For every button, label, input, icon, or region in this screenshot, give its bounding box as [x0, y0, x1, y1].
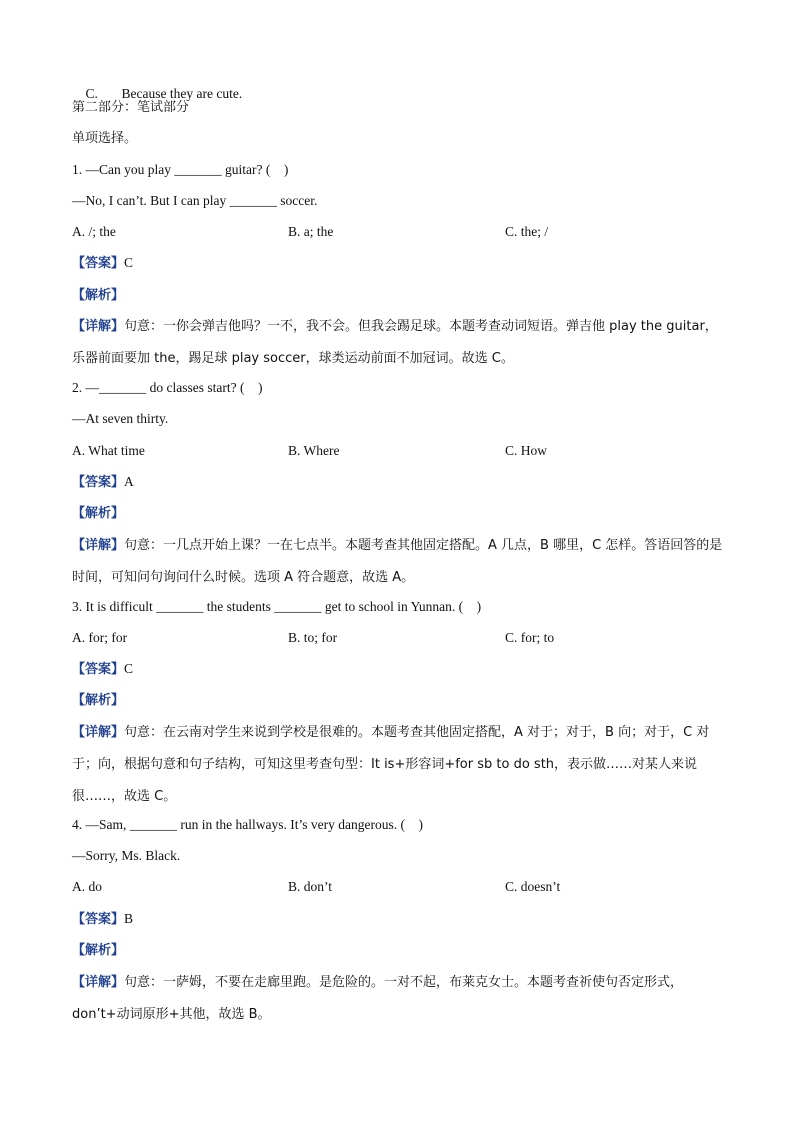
section-subtitle: 单项选择。: [72, 131, 138, 146]
question-3-option-c: C. for; to: [505, 630, 555, 645]
question-3-answer: 【答案】C: [72, 661, 134, 677]
section-title: 第二部分：笔试部分: [72, 100, 190, 115]
question-2-option-b: B. Where: [288, 443, 340, 458]
question-3-detail: 【详解】句意：在云南对学生来说到学校是很难的。本题考查其他固定搭配，A 对于；对于，B 向；对于，C 对于；向，根据句意和句子结构，可知这里考查句型：It is+形容词+for sb to do sth，表示做……对某人来说很……，故选 C。: [72, 725, 710, 804]
question-1-reply: —No, I can’t. But I can play _______ soccer.: [72, 193, 318, 208]
question-2-option-c: C. How: [505, 443, 548, 458]
question-1-answer: [72, 254, 133, 273]
question-3-analysis-label: 【解析】: [72, 693, 125, 708]
question-2-reply: —At seven thirty.: [72, 411, 169, 426]
question-2-option-a: A. What time: [72, 443, 145, 458]
question-1-option-c: C. the; /: [505, 224, 549, 239]
question-2-detail: 【详解】句意：一几点开始上课？一在七点半。本题考查其他固定搭配。A 几点，B 哪里，C 怎样。答语回答的是时间，可知问句询问什么时候。选项 A 符合题意，故选 A。: [72, 538, 723, 585]
question-4-detail: 【详解】句意：一萨姆，不要在走廊里跑。是危险的。一对不起，布莱克女士。本题考查祈使句否定形式，don’t+动词原形+其他，故选 B。: [72, 975, 684, 1022]
question-4-option-b: B. don’t: [288, 879, 333, 894]
answer-label: 【答案】: [72, 256, 125, 271]
question-3-option-b: B. to; for: [288, 630, 338, 645]
question-2-answer: 【答案】A: [72, 474, 134, 490]
question-1-option-b: B. a; the: [288, 224, 334, 239]
question-1-option-a: A. /; the: [72, 224, 116, 239]
option-letter: C.: [85, 86, 98, 101]
question-4-stem: 4. —Sam, _______ run in the hallways. It’s very dangerous. ( ): [72, 817, 423, 832]
question-2-analysis-label: 【解析】: [72, 506, 125, 521]
question-4-option-a: A. do: [72, 879, 102, 894]
question-4-answer: 【答案】B: [72, 911, 134, 927]
question-4-reply: —Sorry, Ms. Black.: [72, 848, 181, 863]
question-1-detail: 【详解】句意：一你会弹吉他吗？一不，我不会。但我会踢足球。本题考查动词短语。弹吉他 play the guitar，乐器前面要加 the，踢足球 play soccer，球类运动前面不加冠词。故选 C。: [72, 319, 718, 366]
answer-value: C: [124, 255, 134, 270]
question-3-option-a: A. for; for: [72, 630, 128, 645]
question-2-stem: 2. —_______ do classes start? ( ): [72, 380, 263, 395]
question-4-analysis-label: 【解析】: [72, 943, 125, 958]
question-1-stem: 1. —Can you play _______ guitar? ( ): [72, 162, 289, 177]
option-text: Because they are cute.: [121, 86, 243, 101]
question-3-stem: 3. It is difficult _______ the students _______ get to school in Yunnan. ( ): [72, 599, 482, 614]
question-1-analysis-label: 【解析】: [72, 288, 125, 303]
question-4-option-c: C. doesn’t: [505, 879, 561, 894]
